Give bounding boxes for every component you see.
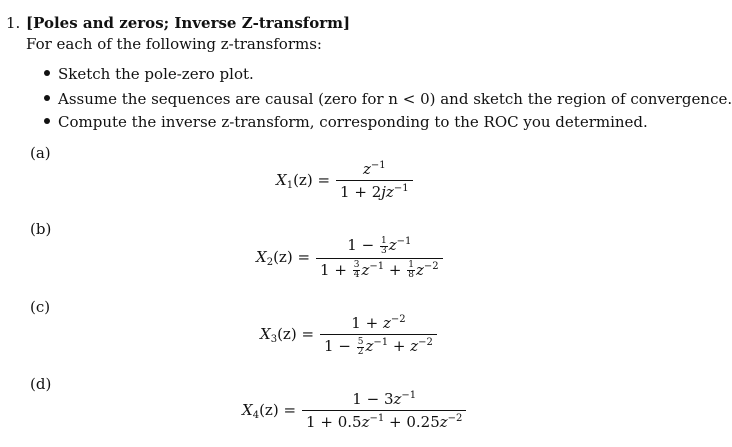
equation-x2 xyxy=(256,236,443,280)
fraction xyxy=(320,314,437,357)
denominator: $1 + 2jz^{-1}$ xyxy=(336,180,413,201)
equation-lhs: $X_2(z)$ = xyxy=(256,248,311,268)
part-label-d: (d) xyxy=(30,375,52,393)
equation-lhs: $X_3(z)$ = xyxy=(260,325,315,346)
bullet-item xyxy=(44,113,648,131)
problem-intro: For each of the following z-transforms: xyxy=(26,35,322,53)
bullet-text: Sketch the pole-zero plot. xyxy=(58,65,254,83)
problem-title: [Poles and zeros; Inverse Z-transform] xyxy=(26,14,351,32)
bullet-item xyxy=(44,90,732,108)
fraction xyxy=(302,390,466,431)
numerator: $z^{-1}$ xyxy=(362,160,386,178)
bullet-icon xyxy=(44,95,50,101)
fraction xyxy=(316,236,443,280)
equation-x4 xyxy=(242,390,466,431)
part-label-a: (a) xyxy=(30,144,51,162)
equation-x1 xyxy=(276,160,413,201)
part-label-c: (c) xyxy=(30,298,51,316)
denominator: 1 + $\frac{3}{4}$ $z^{-1}$ + $\frac{1}{8}$ $z^{-2}$ xyxy=(316,258,443,281)
part-label-b: (b) xyxy=(30,220,52,238)
fraction xyxy=(336,160,413,201)
equation-lhs: $X_4(z)$ = xyxy=(242,400,297,421)
bullet-icon xyxy=(44,70,50,76)
numerator: $1 + z^{-2}$ xyxy=(351,314,406,332)
equation-lhs: $X_1(z)$ = xyxy=(276,170,331,191)
bullet-item xyxy=(44,65,254,83)
problem-number: 1. xyxy=(6,14,21,32)
numerator: 1 − $\frac{1}{3}$ $z^{-1}$ xyxy=(347,235,412,256)
bullet-icon xyxy=(44,118,50,124)
denominator: 1 − $\frac{5}{2}$ $z^{-1} + z^{-2}$ xyxy=(320,334,437,357)
equation-x3 xyxy=(260,314,437,357)
numerator: $1 - 3z^{-1}$ xyxy=(352,390,417,408)
bullet-text: Assume the sequences are causal (zero for n < 0) and sketch the region of convergence. xyxy=(58,90,732,108)
bullet-text: Compute the inverse z-transform, corresponding to the ROC you determined. xyxy=(58,113,648,131)
denominator: $1 + 0.5z^{-1} + 0.25z^{-2}$ xyxy=(302,410,466,431)
